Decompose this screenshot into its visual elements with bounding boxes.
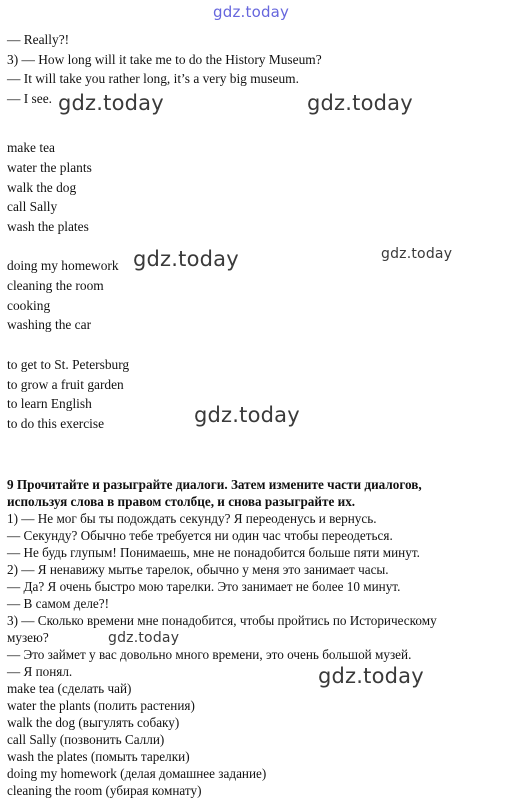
translation-line: call Sally (позвонить Салли) — [7, 732, 165, 747]
dialogue-line: — Really?! — [7, 32, 70, 47]
translation-line: музею? — [7, 630, 49, 645]
list-item: to do this exercise — [7, 416, 105, 431]
translation-line: 3) — Сколько времени мне понадобится, чтобы пройтись по Историческому — [7, 613, 437, 628]
list-item: to grow a fruit garden — [7, 377, 124, 392]
translation-line: — Я понял. — [7, 664, 73, 679]
dialogue-line: 3) — How long will it take me to do the History Museum? — [7, 52, 322, 67]
list-item: doing my homework — [7, 258, 119, 273]
watermark: gdz.today — [58, 91, 164, 115]
list-item: water the plants — [7, 160, 92, 175]
translation-line: 1) — Не мог бы ты подождать секунду? Я переоденусь и вернусь. — [7, 511, 377, 526]
translation-line: — Это займет у вас довольно много времени, это очень большой музей. — [7, 647, 412, 662]
watermark: gdz.today — [381, 246, 453, 262]
translation-line: 2) — Я ненавижу мытье тарелок, обычно у меня это занимает часы. — [7, 562, 389, 577]
translation-line: — Секунду? Обычно тебе требуется ни один час чтобы переодеться. — [7, 528, 393, 543]
list-item: to get to St. Petersburg — [7, 357, 130, 372]
translation-line: walk the dog (выгулять собаку) — [7, 715, 180, 730]
list-item: washing the car — [7, 317, 92, 332]
watermark-top: gdz.today — [213, 3, 290, 21]
translation-line: wash the plates (помыть тарелки) — [7, 749, 190, 764]
dialogue-line: — I see. — [7, 91, 52, 106]
translation-line: water the plants (полить растения) — [7, 698, 195, 713]
translation-line: — В самом деле?! — [7, 596, 110, 611]
list-item: wash the plates — [7, 219, 89, 234]
task-heading: 9 Прочитайте и разыграйте диалоги. Затем измените части диалогов, — [7, 477, 422, 492]
watermark: gdz.today — [133, 247, 239, 271]
translation-line: — Да? Я очень быстро мою тарелки. Это занимает не более 10 минут. — [7, 579, 401, 594]
dialogue-line: — It will take you rather long, it’s a very big museum. — [7, 71, 299, 86]
translation-line: — Не будь глупым! Понимаешь, мне не понадобится больше пяти минут. — [7, 545, 420, 560]
watermark: gdz.today — [307, 91, 413, 115]
list-item: cleaning the room — [7, 278, 104, 293]
translation-line: make tea (сделать чай) — [7, 681, 132, 696]
list-item: walk the dog — [7, 180, 77, 195]
translation-line: cleaning the room (убирая комнату) — [7, 783, 202, 798]
list-item: to learn English — [7, 396, 92, 411]
translation-line: doing my homework (делая домашнее задание) — [7, 766, 267, 781]
task-heading: используя слова в правом столбце, и снова разыграйте их. — [7, 494, 356, 509]
watermark: gdz.today — [194, 403, 300, 427]
list-item: make tea — [7, 140, 55, 155]
watermark: gdz.today — [108, 630, 180, 646]
list-item: call Sally — [7, 199, 58, 214]
list-item: cooking — [7, 298, 51, 313]
watermark: gdz.today — [318, 664, 424, 688]
